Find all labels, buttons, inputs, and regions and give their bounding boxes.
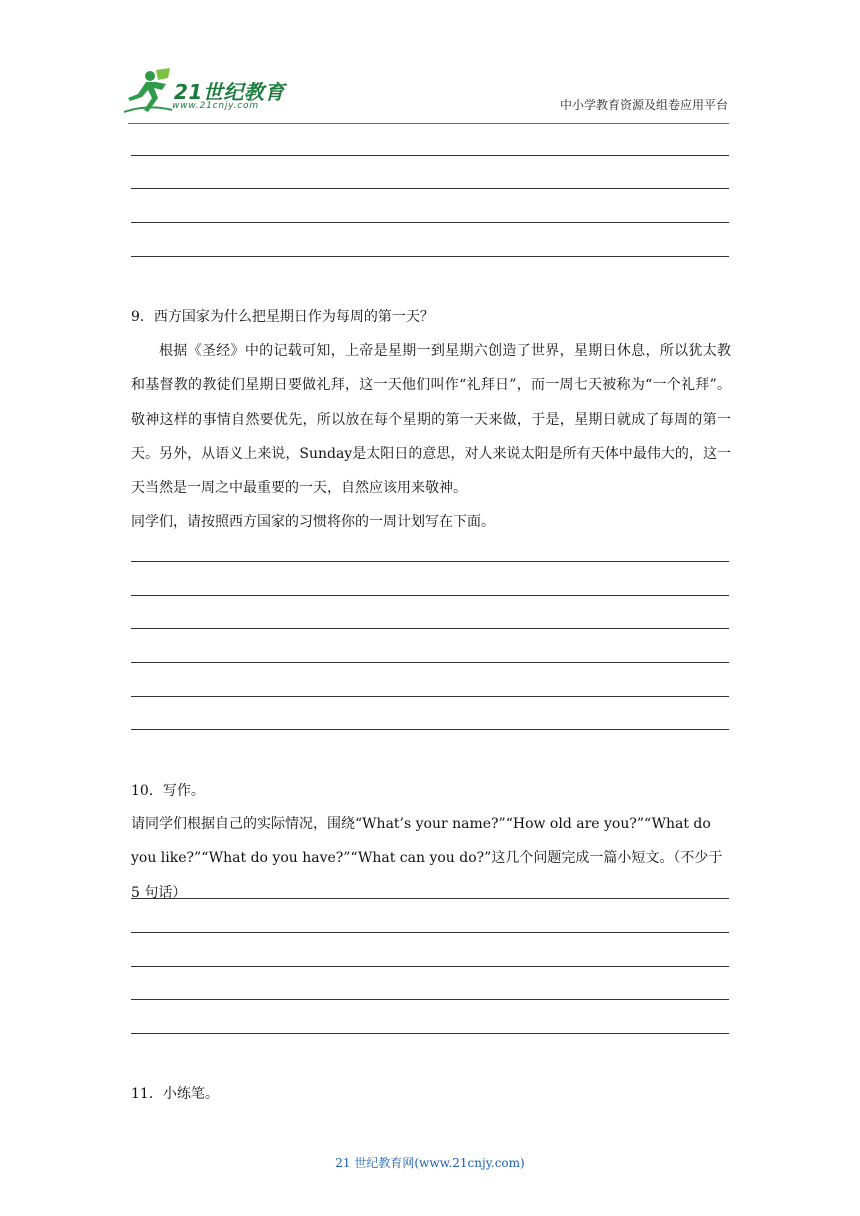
question-10-prompt: 请同学们根据自己的实际情况，围绕“What’s your name?”“How old are you?”“What do you like?”“What do you have?”“What can you do?”这几个问题完成一篇小短文。（不少于 5 句话） [131,816,723,901]
question-9-passage: 根据《圣经》中的记载可知，上帝是星期一到星期六创造了世界，星期日休息，所以犹太教和基督教的教徒们星期日要做礼拜，这一天他们叫作“礼拜日”，而一周七天被称为“一个礼拜”。敬神这样的事情自然要优先，所以放在每个星期的第一天来做，于是，星期日就成了每周的第一天。另外，从语义上来说，Sunday是太阳日的意思，对人来说太阳是所有天体中最伟大的，这一天当然是一周之中最重要的一天，自然应该用来敬神。 [131,343,731,497]
runner-logo-icon [122,68,174,118]
question-9-prompt: 同学们，请按照西方国家的习惯将你的一周计划写在下面。 [131,514,495,530]
answer-line [131,188,729,189]
site-logo [122,68,292,118]
answer-line [131,662,729,663]
page-header [0,0,860,130]
answer-line [131,1033,729,1034]
answer-line [131,155,729,156]
answer-line [131,595,729,596]
logo-url: www.21cnjy.com [172,101,259,111]
answer-line [131,561,729,562]
answer-line [131,222,729,223]
logo-text: 21世纪教育 [174,80,285,104]
answer-line [131,898,729,899]
answer-line [131,729,729,730]
question-11-title: 11．小练笔。 [131,1086,219,1102]
answer-line [131,966,729,967]
question-9-title: 9．西方国家为什么把星期日作为每周的第一天？ [131,309,434,325]
answer-line [131,628,729,629]
answer-line [131,256,729,257]
answer-line [131,999,729,1000]
page-footer: 21 世纪教育网(www.21cnjy.com) [335,1156,525,1170]
question-10-title: 10．写作。 [131,783,205,799]
answer-line [131,696,729,697]
answer-line [131,932,729,933]
header-tagline: 中小学教育资源及组卷应用平台 [559,98,728,112]
header-divider [128,123,729,124]
